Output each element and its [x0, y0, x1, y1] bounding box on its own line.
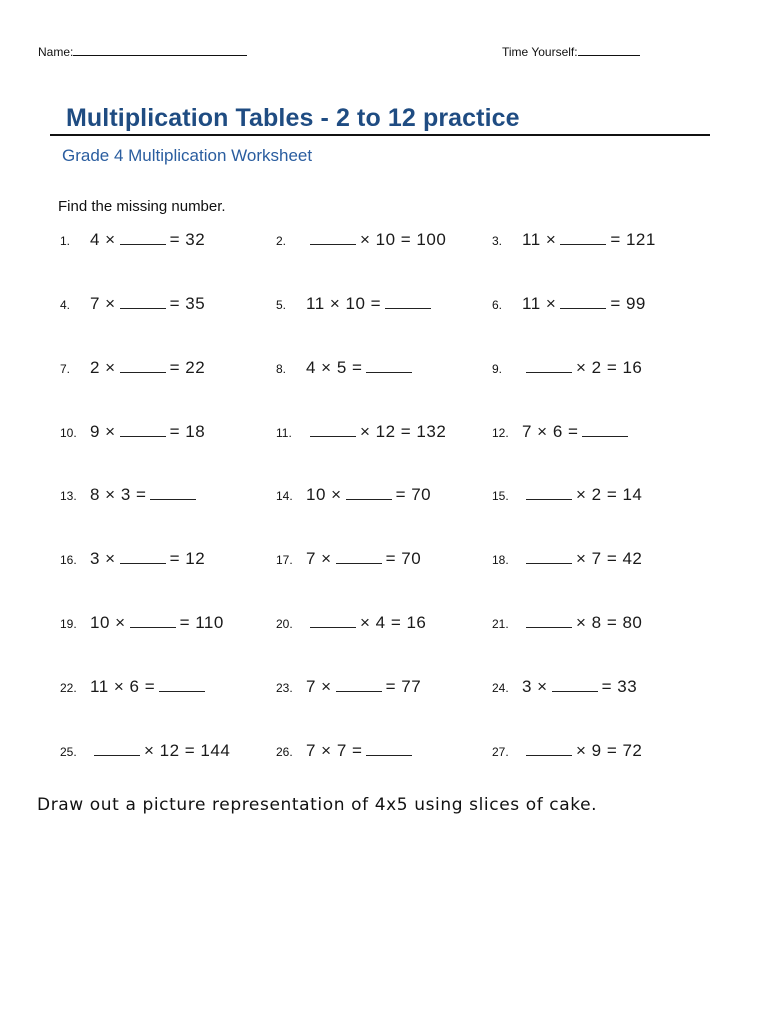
problem-expression: 7 × 6 =: [522, 422, 579, 441]
answer-blank[interactable]: [526, 613, 572, 628]
answer-blank[interactable]: [150, 485, 196, 500]
problem-number: 3.: [492, 234, 503, 248]
problem-8: [276, 358, 416, 378]
problem-6: [492, 294, 646, 314]
problem-number: 26.: [276, 745, 293, 759]
problem-number: 23.: [276, 681, 293, 695]
problem-expression: 11 × 10 =: [306, 294, 382, 313]
answer-blank[interactable]: [385, 294, 431, 309]
answer-blank[interactable]: [94, 741, 140, 756]
problem-number: 19.: [60, 617, 77, 631]
problem-number: 10.: [60, 426, 77, 440]
problem-11: [276, 422, 446, 442]
problem-number: 16.: [60, 553, 77, 567]
answer-blank[interactable]: [560, 294, 606, 309]
problem-16: [60, 549, 205, 569]
time-label: Time Yourself:: [502, 45, 578, 59]
problem-expression: 7 × 7 =: [306, 741, 363, 760]
answer-blank[interactable]: [526, 549, 572, 564]
answer-blank[interactable]: [336, 677, 382, 692]
problem-14: [276, 485, 431, 505]
problem-expression: 3 ×: [90, 549, 116, 568]
answer-blank[interactable]: [526, 358, 572, 373]
problem-7: [60, 358, 205, 378]
problem-number: 20.: [276, 617, 293, 631]
problem-number: 13.: [60, 489, 77, 503]
problem-10: [60, 422, 205, 442]
answer-blank[interactable]: [552, 677, 598, 692]
problem-25: [60, 741, 230, 761]
problem-19: [60, 613, 224, 633]
problem-expression: = 77: [385, 677, 422, 696]
problem-expression: = 70: [395, 485, 432, 504]
answer-blank[interactable]: [560, 230, 606, 245]
problem-expression: 4 ×: [90, 230, 116, 249]
problem-3: [492, 230, 656, 250]
problem-expression: × 7 = 42: [576, 549, 643, 568]
problem-expression: 7 ×: [306, 549, 332, 568]
problem-expression: 10 ×: [90, 613, 126, 632]
answer-blank[interactable]: [310, 230, 356, 245]
problem-number: 2.: [276, 234, 287, 248]
problem-expression: 3 ×: [522, 677, 548, 696]
problem-15: [492, 485, 642, 505]
problem-number: 1.: [60, 234, 71, 248]
problem-number: 12.: [492, 426, 509, 440]
problem-13: [60, 485, 200, 505]
problem-27: [492, 741, 642, 761]
answer-blank[interactable]: [120, 294, 166, 309]
answer-blank[interactable]: [310, 422, 356, 437]
problem-number: 25.: [60, 745, 77, 759]
problem-20: [276, 613, 426, 633]
problem-1: [60, 230, 205, 250]
answer-blank[interactable]: [366, 741, 412, 756]
problem-expression: × 10 = 100: [360, 230, 447, 249]
worksheet-subtitle: Grade 4 Multiplication Worksheet: [62, 146, 313, 165]
problem-expression: = 70: [385, 549, 422, 568]
problem-12: [492, 422, 632, 442]
answer-blank[interactable]: [159, 677, 205, 692]
problem-expression: = 35: [169, 294, 206, 313]
problem-17: [276, 549, 421, 569]
problem-21: [492, 613, 642, 633]
problem-24: [492, 677, 637, 697]
problem-4: [60, 294, 205, 314]
problem-22: [60, 677, 209, 697]
problem-number: 27.: [492, 745, 509, 759]
problem-18: [492, 549, 642, 569]
problem-9: [492, 358, 642, 378]
problem-number: 22.: [60, 681, 77, 695]
problem-number: 21.: [492, 617, 509, 631]
problem-expression: = 110: [179, 613, 224, 632]
name-label: Name:: [38, 45, 74, 59]
problem-expression: 2 ×: [90, 358, 116, 377]
answer-blank[interactable]: [336, 549, 382, 564]
problem-expression: × 9 = 72: [576, 741, 643, 760]
problem-expression: × 12 = 132: [360, 422, 447, 441]
problem-26: [276, 741, 416, 761]
problem-expression: 10 ×: [306, 485, 342, 504]
problem-number: 24.: [492, 681, 509, 695]
problem-number: 8.: [276, 362, 287, 376]
problem-expression: 11 ×: [522, 230, 557, 249]
answer-blank[interactable]: [120, 230, 166, 245]
problem-number: 17.: [276, 553, 293, 567]
answer-blank[interactable]: [346, 485, 392, 500]
problem-expression: × 4 = 16: [360, 613, 427, 632]
answer-blank[interactable]: [310, 613, 356, 628]
answer-blank[interactable]: [130, 613, 176, 628]
problem-number: 11.: [276, 426, 292, 440]
answer-blank[interactable]: [366, 358, 412, 373]
problem-23: [276, 677, 421, 697]
problem-expression: × 2 = 14: [576, 485, 643, 504]
answer-blank[interactable]: [120, 358, 166, 373]
problem-number: 15.: [492, 489, 509, 503]
problem-expression: 7 ×: [306, 677, 332, 696]
problem-expression: = 12: [169, 549, 206, 568]
worksheet-title: Multiplication Tables - 2 to 12 practice: [66, 104, 520, 132]
problem-expression: = 121: [610, 230, 656, 249]
answer-blank[interactable]: [582, 422, 628, 437]
problem-expression: = 22: [169, 358, 206, 377]
problem-expression: 11 × 6 =: [90, 677, 156, 696]
answer-blank[interactable]: [526, 741, 572, 756]
problem-number: 14.: [276, 489, 293, 503]
problem-number: 5.: [276, 298, 287, 312]
problem-expression: = 33: [601, 677, 638, 696]
problem-expression: = 18: [169, 422, 206, 441]
problem-expression: 11 ×: [522, 294, 557, 313]
problem-expression: 4 × 5 =: [306, 358, 363, 377]
instructions: Find the missing number.: [58, 198, 226, 215]
problem-expression: = 32: [169, 230, 206, 249]
problem-number: 4.: [60, 298, 71, 312]
problem-expression: 7 ×: [90, 294, 116, 313]
problem-2: [276, 230, 446, 250]
problem-expression: × 2 = 16: [576, 358, 643, 377]
problem-5: [276, 294, 435, 314]
problem-expression: × 8 = 80: [576, 613, 643, 632]
problem-number: 7.: [60, 362, 71, 376]
problem-number: 6.: [492, 298, 503, 312]
problem-number: 18.: [492, 553, 509, 567]
answer-blank[interactable]: [526, 485, 572, 500]
problem-expression: = 99: [610, 294, 646, 313]
problem-expression: × 12 = 144: [144, 741, 231, 760]
problem-expression: 9 ×: [90, 422, 116, 441]
problem-expression: 8 × 3 =: [90, 485, 147, 504]
problem-number: 9.: [492, 362, 503, 376]
answer-blank[interactable]: [120, 422, 166, 437]
answer-blank[interactable]: [120, 549, 166, 564]
drawing-prompt: Draw out a picture representation of 4x5 using slices of cake.: [37, 795, 598, 815]
